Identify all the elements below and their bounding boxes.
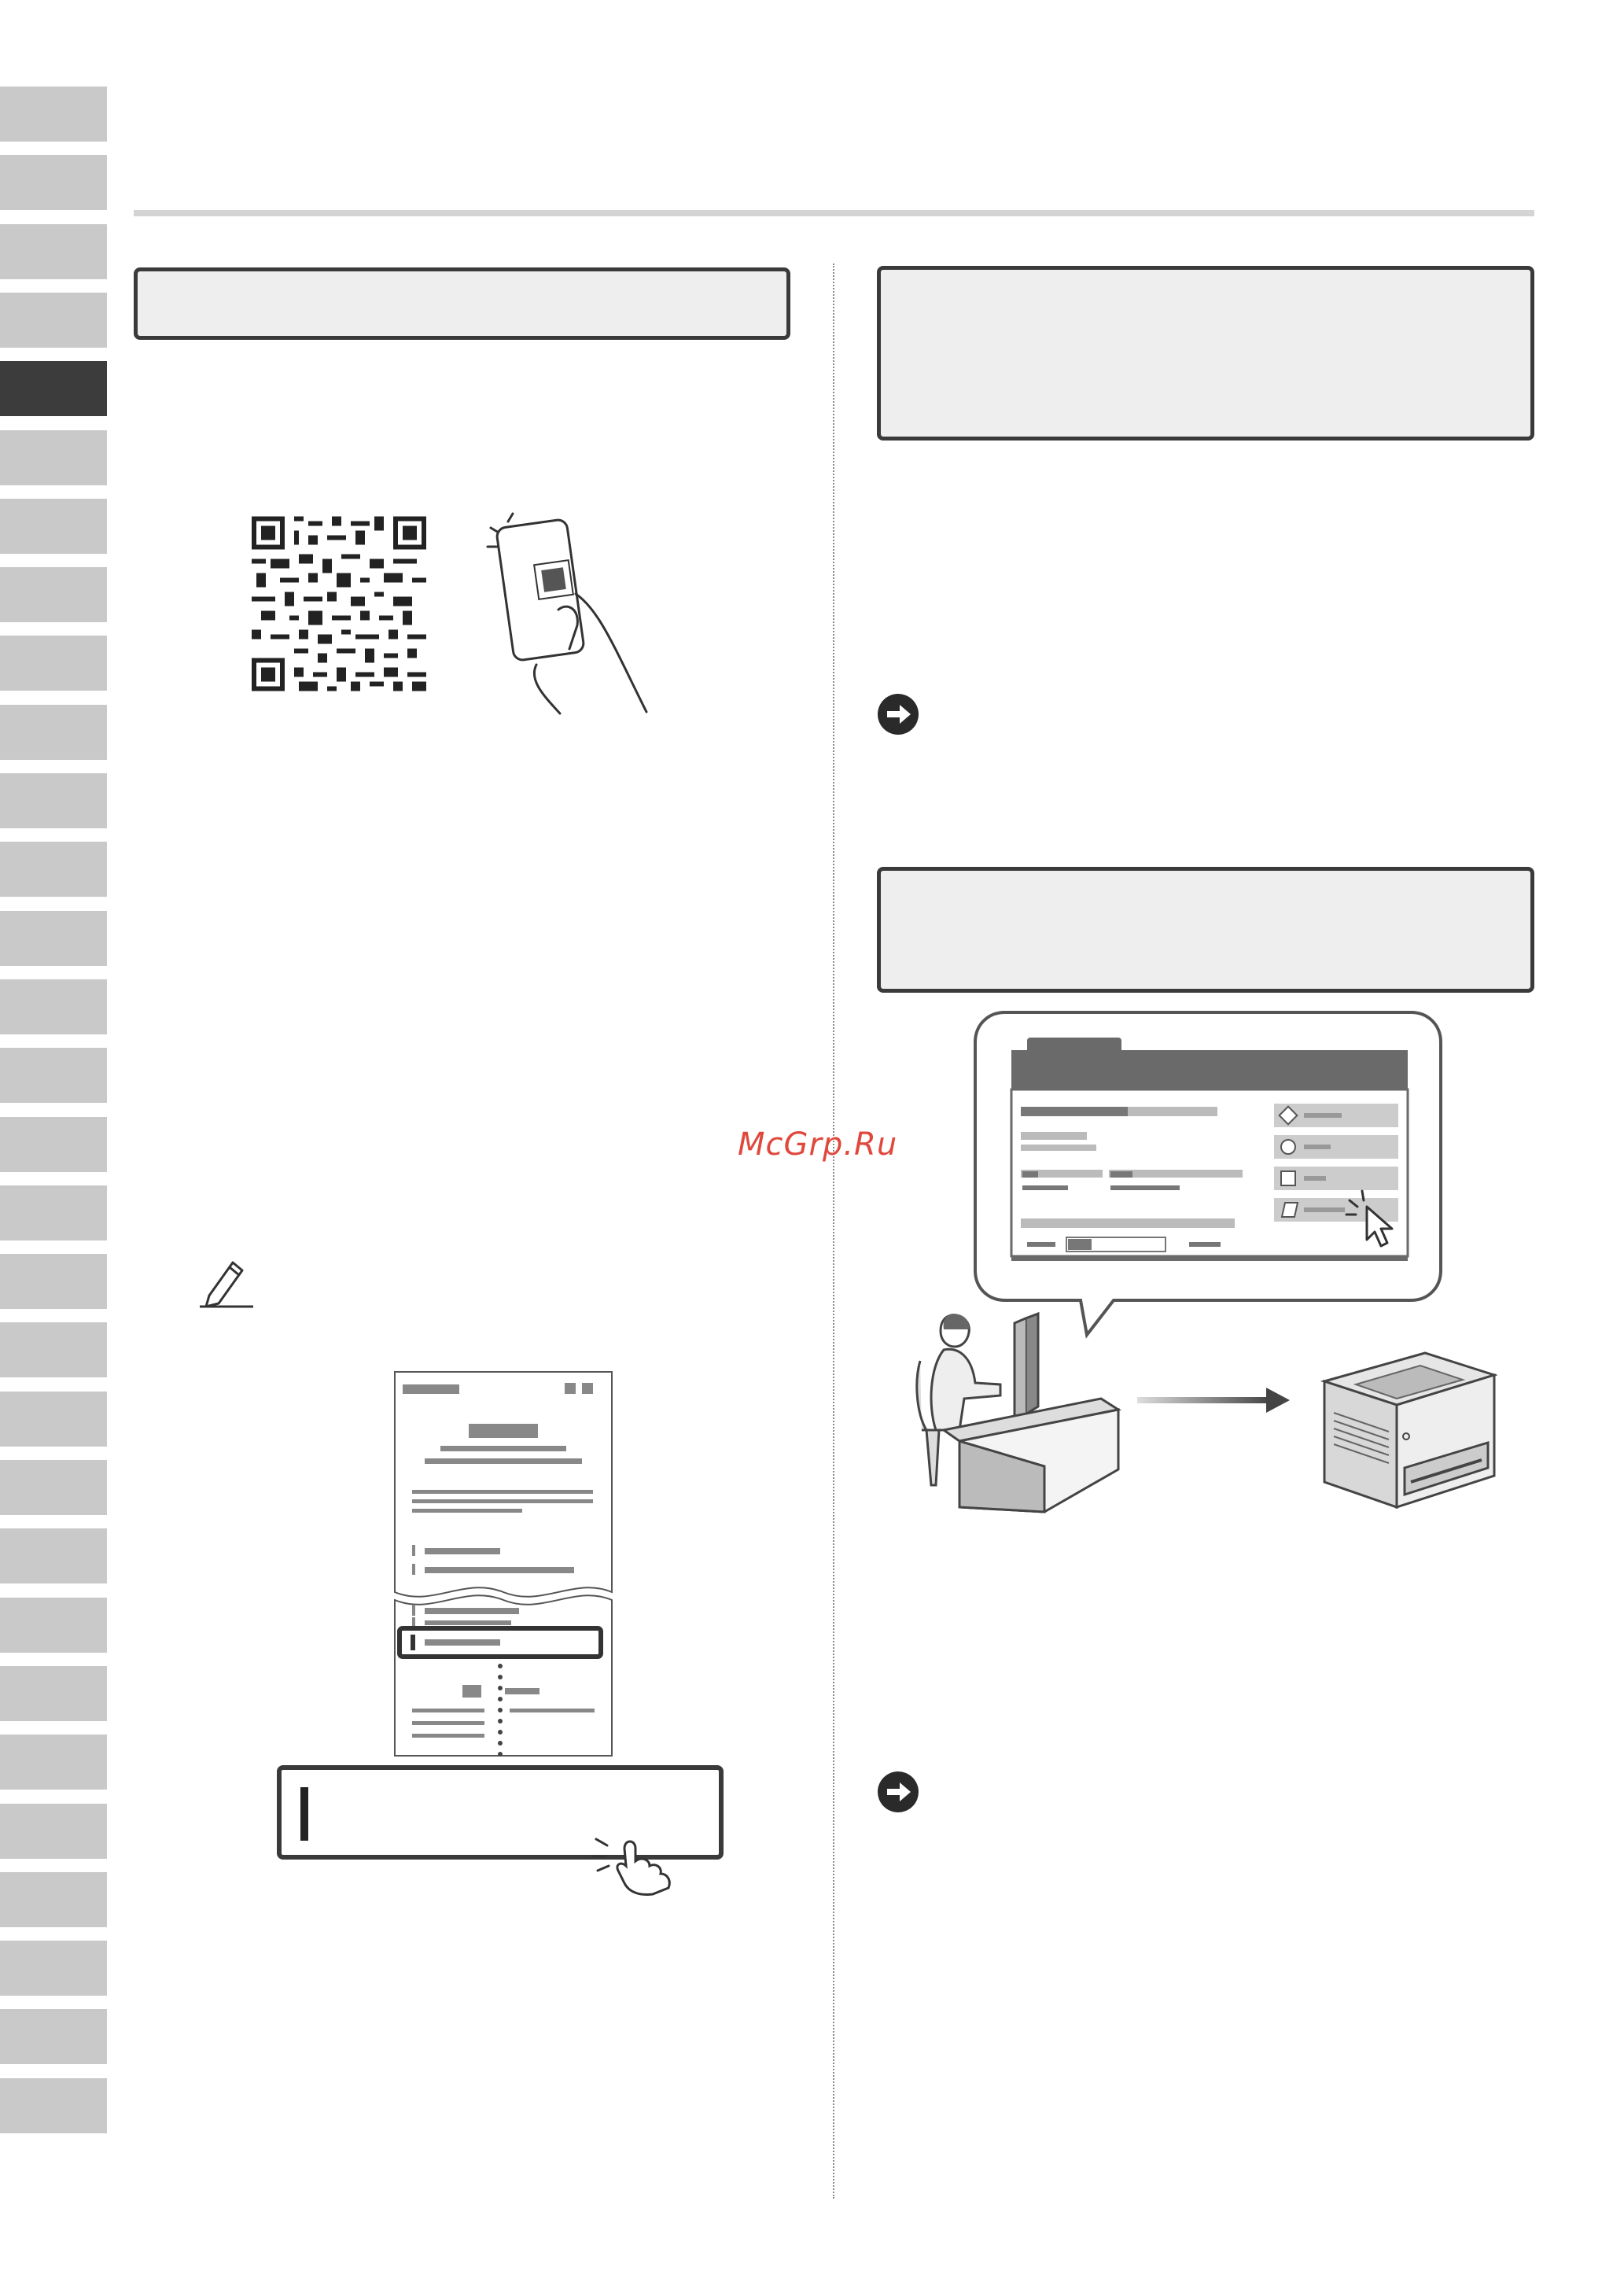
language-tab[interactable] (0, 567, 107, 622)
language-tab[interactable] (0, 2009, 107, 2064)
language-tab[interactable] (0, 1392, 107, 1447)
qr-code-icon (252, 515, 426, 692)
language-tab[interactable] (0, 2078, 107, 2133)
language-tab[interactable] (0, 911, 107, 966)
language-tab[interactable] (0, 1666, 107, 1721)
arrow-right-circle-icon (876, 1770, 920, 1814)
smartphone-scan-icon (481, 507, 670, 720)
language-tab[interactable] (0, 1598, 107, 1653)
language-tab[interactable] (0, 430, 107, 485)
footer-print-code (904, 2280, 1235, 2291)
language-tab[interactable] (0, 1804, 107, 1859)
language-tab[interactable] (0, 1528, 107, 1583)
language-tab[interactable] (0, 361, 107, 416)
language-tab[interactable] (0, 499, 107, 554)
arrow-right-circle-icon (876, 692, 920, 736)
language-tab[interactable] (0, 705, 107, 760)
text-cursor-bar (300, 1787, 308, 1841)
language-tab[interactable] (0, 224, 107, 279)
top-rule (134, 210, 1534, 216)
language-tab[interactable] (0, 1734, 107, 1790)
transmission-arrow (1137, 1386, 1290, 1414)
remote-ui-speech-bubble (974, 1011, 1442, 1341)
pointing-hand-icon (590, 1825, 676, 1896)
mouse-cursor-icon (1343, 1188, 1398, 1251)
language-tab[interactable] (0, 1185, 107, 1241)
language-tab[interactable] (0, 293, 107, 348)
status-report-sheet (393, 1370, 613, 1764)
printer-icon (1318, 1350, 1497, 1510)
language-tab[interactable] (0, 87, 107, 142)
language-tab[interactable] (0, 1254, 107, 1309)
language-tab[interactable] (0, 842, 107, 897)
language-tab[interactable] (0, 1048, 107, 1103)
language-tab[interactable] (0, 1460, 107, 1515)
right-section-heading-box-1 (877, 266, 1534, 441)
user-at-computer-icon (912, 1312, 1125, 1523)
language-tab[interactable] (0, 1117, 107, 1172)
language-tab[interactable] (0, 1322, 107, 1377)
language-tab[interactable] (0, 979, 107, 1034)
language-tab[interactable] (0, 1941, 107, 1996)
language-tab[interactable] (0, 773, 107, 828)
language-tab[interactable] (0, 155, 107, 210)
watermark: McGrp.Ru (738, 1126, 898, 1163)
pencil-note-icon (198, 1255, 255, 1308)
language-tab[interactable] (0, 1872, 107, 1927)
column-divider (833, 264, 834, 2199)
right-section-heading-box-2 (877, 867, 1534, 993)
left-section-heading-box (134, 267, 790, 340)
language-tab[interactable] (0, 636, 107, 691)
